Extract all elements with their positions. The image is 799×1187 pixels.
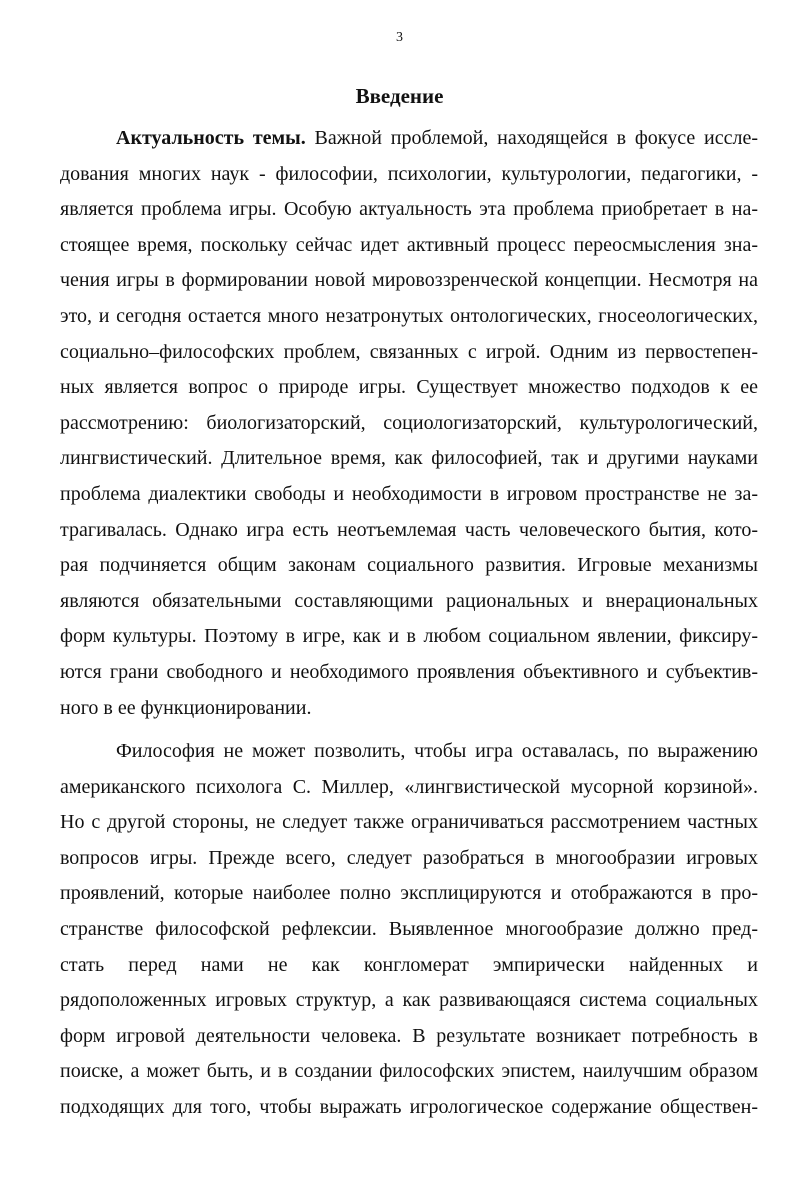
section-title: Введение [355, 84, 444, 108]
text-line: чения игры в формировании новой мировоззренческой концепции. Несмотря на [60, 269, 758, 292]
text-line: Философия не может позволить, чтобы игра оставалась, по выражению [116, 740, 758, 763]
text-line: стать перед нами не как конгломерат эмпирически найденных и [60, 953, 758, 976]
paragraph-relevance [60, 121, 758, 726]
body-text [60, 121, 758, 1126]
text-line: рассмотрению: биологизаторский, социологизаторский, культурологический, [60, 411, 758, 434]
lead-heading: Актуальность темы. [116, 127, 306, 149]
text-line: вопросов игры. Прежде всего, следует разобраться в многообразии игровых [60, 846, 758, 869]
text-line: лингвистический. Длительное время, как философией, так и другими науками [60, 447, 758, 470]
text-line: это, и сегодня остается много незатронутых онтологических, гносеологических, [60, 304, 758, 327]
page-number: 3 [396, 30, 403, 45]
text-line: Но с другой стороны, не следует также ограничиваться рассмотрением частных [60, 811, 758, 834]
text-line: американского психолога С. Миллер, «лингвистической мусорной корзиной». [60, 775, 758, 798]
text-line: форм игровой деятельности человека. В результате возникает потребность в [60, 1024, 758, 1047]
text-line: ются грани свободного и необходимого проявления объективного и субъектив- [60, 660, 758, 683]
text-line: странстве философской рефлексии. Выявленное многообразие должно пред- [60, 918, 758, 941]
text-line: рая подчиняется общим законам социального развития. Игровые механизмы [60, 554, 758, 577]
text-line: ного в ее функционировании. [60, 696, 312, 719]
text-line: социально–философских проблем, связанных с игрой. Одним из первостепен- [60, 340, 758, 363]
paragraph-gap [60, 726, 758, 734]
text-line: трагивалась. Однако игра есть неотъемлемая часть человеческого бытия, кото- [60, 518, 758, 541]
text-line: рядоположенных игровых структур, а как развивающаяся система социальных [60, 989, 758, 1012]
text-line: дования многих наук - философии, психологии, культурологии, педагогики, - [60, 162, 758, 185]
text-line: проявлений, которые наиболее полно эксплицируются и отображаются в про- [60, 882, 758, 905]
text-line: стоящее время, поскольку сейчас идет активный процесс переосмысления зна- [60, 233, 758, 256]
text-line: является проблема игры. Особую актуальность эта проблема приобретает в на- [60, 198, 758, 221]
text-line: являются обязательными составляющими рациональных и внерациональных [60, 589, 758, 612]
text-line: поиске, а может быть, и в создании философских эпистем, наилучшим образом [60, 1060, 758, 1083]
text-line: форм культуры. Поэтому в игре, как и в любом социальном явлении, фиксиру- [60, 625, 758, 648]
paragraph-philosophy [60, 734, 758, 1126]
text-line-content: Важной проблемой, находящейся в фокусе иссле- [305, 127, 758, 149]
text-line: проблема диалектики свободы и необходимости в игровом пространстве не за- [60, 482, 758, 505]
text-line: подходящих для того, чтобы выражать игрологическое содержание обществен- [60, 1096, 758, 1119]
text-line: ных является вопрос о природе игры. Существует множество подходов к ее [60, 376, 758, 399]
text-line [60, 121, 758, 157]
